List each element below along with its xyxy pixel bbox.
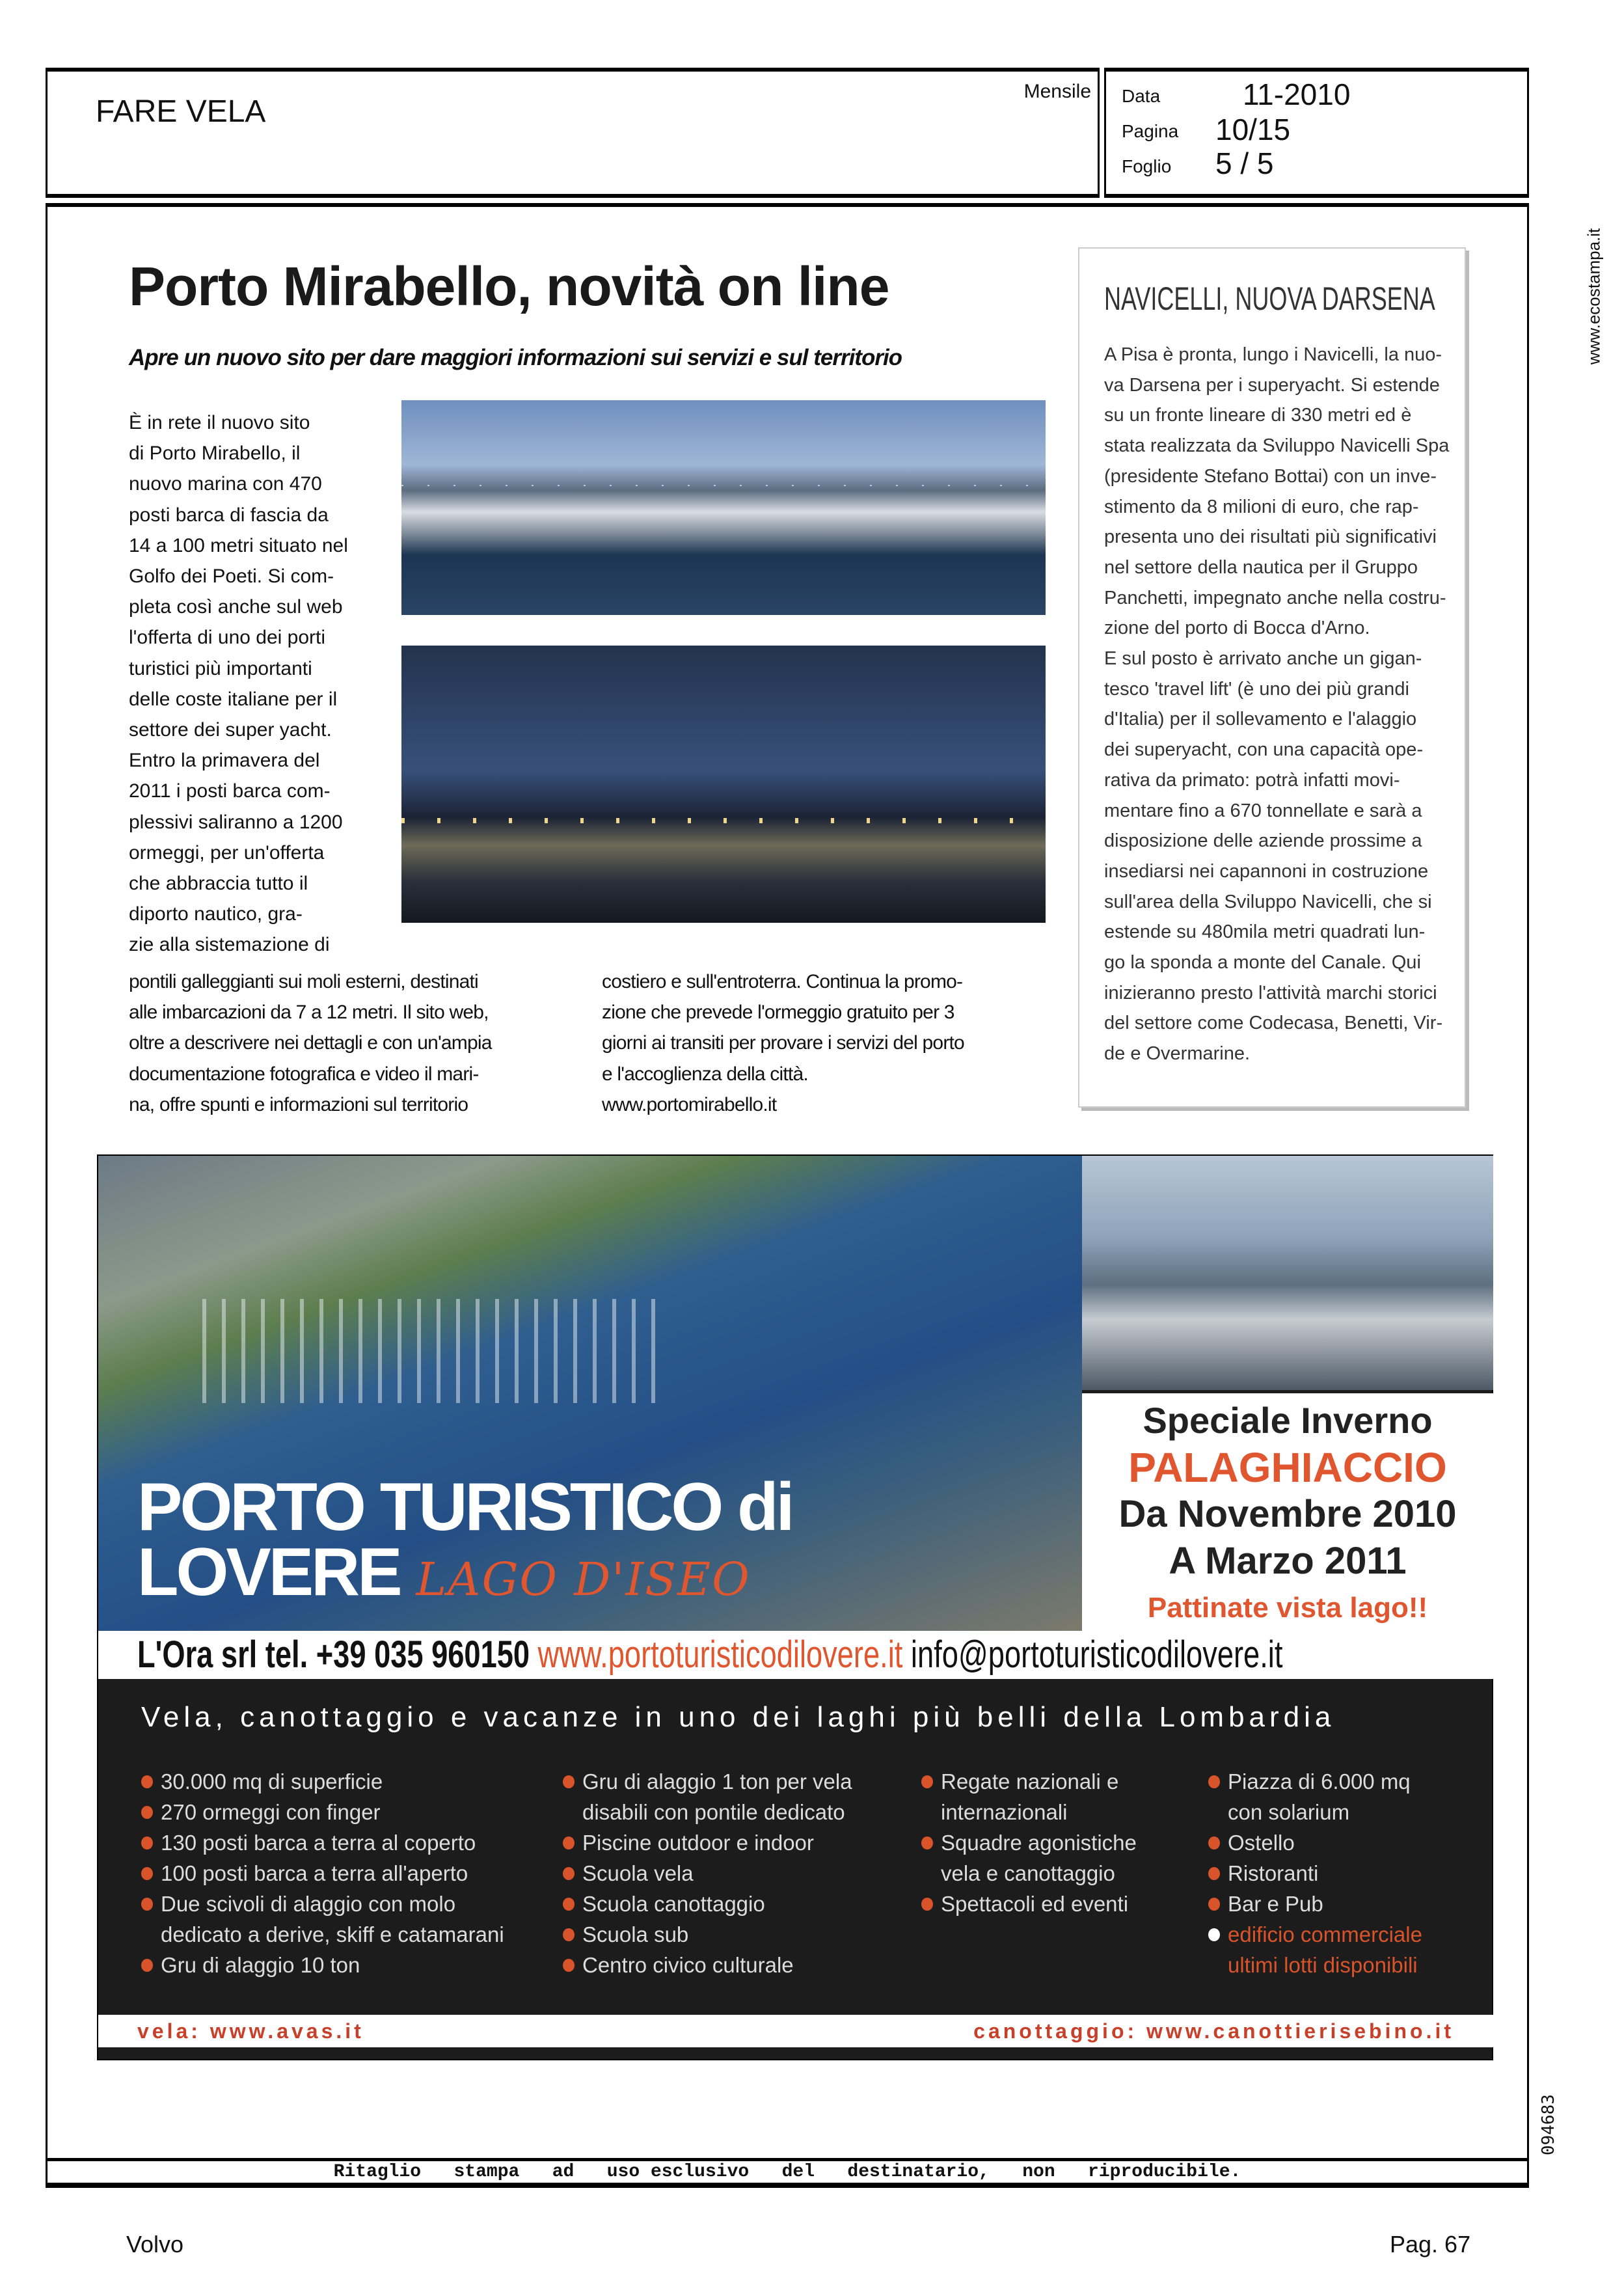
frequency: Mensile xyxy=(1023,81,1091,102)
article-text-line: pleta così anche sul web xyxy=(129,596,343,618)
sidebar-title xyxy=(1104,280,1564,318)
features-column-4 xyxy=(1208,1766,1422,1980)
feature-item: 270 ormeggi con finger xyxy=(141,1797,504,1827)
feature-item: Piazza di 6.000 mq xyxy=(1208,1766,1422,1797)
feature-item-continued: con solarium xyxy=(1228,1800,1350,1824)
article-text-line: l'offerta di uno dei porti xyxy=(129,627,326,649)
sidebar-text-line: disposizione delle aziende prossime a xyxy=(1104,830,1422,852)
article-bottom-right xyxy=(602,966,964,1120)
article-text-line: documentazione fotografica e video il mari- xyxy=(129,1063,479,1085)
marina-photo-day xyxy=(401,400,1046,615)
feature-item-continued: vela e canottaggio xyxy=(941,1861,1115,1885)
foglio-label: Foglio xyxy=(1122,156,1172,176)
ad-tagline: Vela, canottaggio e vacanze in uno dei laghi più belli della Lombardia xyxy=(141,1701,1336,1733)
features-column-1 xyxy=(141,1766,504,1980)
article-text-line: È in rete il nuovo sito xyxy=(129,412,310,433)
foglio-value: 5 / 5 xyxy=(1215,146,1274,180)
sidebar-text-line: stimento da 8 milioni di euro, che rap- xyxy=(1104,496,1419,517)
ad-lake: LAGO D'ISEO xyxy=(416,1553,751,1606)
pagina-value: 10/15 xyxy=(1215,113,1291,146)
article-text-line: 2011 i posti barca com- xyxy=(129,780,331,802)
article-text-line: zie alla sistemazione di xyxy=(129,934,330,956)
contact-strip xyxy=(98,1631,1493,1679)
promo-line1: Speciale Inverno xyxy=(1143,1400,1433,1441)
sidebar-text-line: A Pisa è pronta, lungo i Navicelli, la nuo- xyxy=(1104,344,1442,365)
sidebar-text-line: dei superyacht, con una capacità ope- xyxy=(1104,739,1424,761)
client-name: Volvo xyxy=(126,2231,184,2258)
article-text-line: ormeggi, per un'offerta xyxy=(129,841,325,864)
sidebar-title-text: NAVICELLI, NUOVA DARSENA xyxy=(1104,280,1435,317)
footer-divider xyxy=(46,2158,1529,2161)
feature-item: Gru di alaggio 10 ton xyxy=(141,1950,504,1980)
article-text-line: settore dei super yacht. xyxy=(129,719,332,741)
article-title: Porto Mirabello, novità on line xyxy=(129,256,889,317)
side-code: 094683 xyxy=(1539,2094,1558,2155)
feature-item-continued: dedicato a derive, skiff e catamarani xyxy=(161,1922,504,1946)
data-value: 11-2010 xyxy=(1243,77,1351,111)
feature-item: Scuola canottaggio xyxy=(563,1889,852,1919)
feature-item-continued: internazionali xyxy=(941,1800,1068,1824)
page-number: Pag. 67 xyxy=(1390,2231,1471,2258)
feature-item-continued: ultimi lotti disponibili xyxy=(1228,1953,1418,1977)
feature-item: Piscine outdoor e indoor xyxy=(563,1827,852,1858)
feature-item: Gru di alaggio 1 ton per vela xyxy=(563,1766,852,1797)
article-text-line: costiero e sull'entroterra. Continua la promo- xyxy=(602,971,963,992)
sidebar-text-line: estende su 480mila metri quadrati lun- xyxy=(1104,921,1426,943)
sidebar-text-line: insediarsi nei capannoni in costruzione xyxy=(1104,860,1429,882)
sidebar-text-line: del settore come Codecasa, Benetti, Vir- xyxy=(1104,1013,1443,1034)
sidebar-text-line: Panchetti, impegnato anche nella costru- xyxy=(1104,587,1446,608)
ad-name xyxy=(137,1469,792,1612)
feature-item: Ristoranti xyxy=(1208,1858,1422,1889)
article-text-line: diporto nautico, gra- xyxy=(129,903,303,925)
article-text-line: pontili galleggianti sui moli esterni, destinati xyxy=(129,971,478,992)
article-text-line: posti barca di fascia da xyxy=(129,504,329,526)
contact-email-link[interactable]: info@portoturisticodilovere.it xyxy=(910,1633,1283,1676)
article-text-line: Golfo dei Poeti. Si com- xyxy=(129,566,334,588)
sidebar-text-line: (presidente Stefano Bottai) con un inve- xyxy=(1104,465,1437,487)
sidebar-text xyxy=(1104,340,1449,1069)
article-text-line: delle coste italiane per il xyxy=(129,688,338,710)
article-text-line: Entro la primavera del xyxy=(129,750,320,772)
promo-line2: PALAGHIACCIO xyxy=(1128,1444,1447,1491)
ad-name-line2: LOVERE xyxy=(137,1535,400,1610)
sidebar-text-line: d'Italia) per il sollevamento e l'alaggio xyxy=(1104,709,1417,730)
sidebar-text-line: sull'area della Sviluppo Navicelli, che si xyxy=(1104,891,1432,912)
sidebar-text-line: tesco 'travel lift' (è uno dei più grandi xyxy=(1104,678,1409,700)
sidebar-box xyxy=(1078,247,1466,1108)
side-website: www.ecostampa.it xyxy=(1584,228,1604,365)
advertisement xyxy=(97,1154,1493,2060)
article-text-line: di Porto Mirabello, il xyxy=(129,443,301,465)
features-column-3 xyxy=(921,1766,1137,1919)
vela-url-link[interactable]: vela: www.avas.it xyxy=(137,2019,364,2043)
canottaggio-url-link[interactable]: canottaggio: www.canottierisebino.it xyxy=(973,2019,1454,2043)
pier-photo xyxy=(1082,1156,1493,1390)
article-text-line: plessivi saliranno a 1200 xyxy=(129,811,343,833)
feature-item: Centro civico culturale xyxy=(563,1950,852,1980)
data-label: Data xyxy=(1122,86,1161,106)
marina-photo-night xyxy=(401,646,1046,923)
palaghiaccio-promo xyxy=(1082,1393,1493,1631)
feature-item: Scuola vela xyxy=(563,1858,852,1889)
feature-item: edificio commerciale xyxy=(1208,1919,1422,1950)
promo-line4: A Marzo 2011 xyxy=(1169,1540,1407,1582)
contact-website-link[interactable]: www.portoturisticodilovere.it xyxy=(537,1633,903,1676)
feature-item: Scuola sub xyxy=(563,1919,852,1950)
sidebar-text-line: su un fronte lineare di 330 metri ed è xyxy=(1104,405,1412,426)
feature-item: Ostello xyxy=(1208,1827,1422,1858)
features-column-2 xyxy=(563,1766,852,1980)
sidebar-text-line: zione del porto di Bocca d'Arno. xyxy=(1104,618,1370,639)
promo-line5: Pattinate vista lago!! xyxy=(1147,1592,1428,1624)
feature-item: Spettacoli ed eventi xyxy=(921,1889,1137,1919)
sidebar-text-line: E sul posto è arrivato anche un gigan- xyxy=(1104,648,1422,670)
article-text-line: 14 a 100 metri situato nel xyxy=(129,534,348,556)
sidebar-text-line: rativa da primato: potrà infatti movi- xyxy=(1104,769,1400,791)
article-text-line: giorni ai transiti per provare i servizi del porto xyxy=(602,1032,964,1054)
sidebar-text-line: stata realizzata da Sviluppo Navicelli Spa xyxy=(1104,435,1450,457)
sidebar-text-line: inizieranno presto l'attività marchi storici xyxy=(1104,982,1437,1003)
article-text-line: turistici più importanti xyxy=(129,657,312,679)
feature-item: 30.000 mq di superficie xyxy=(141,1766,504,1797)
feature-item: Regate nazionali e xyxy=(921,1766,1137,1797)
article-text-line: www.portomirabello.it xyxy=(602,1093,777,1115)
feature-item: 100 posti barca a terra all'aperto xyxy=(141,1858,504,1889)
article-text-line: e l'accoglienza della città. xyxy=(602,1063,808,1085)
feature-item: Due scivoli di alaggio con molo xyxy=(141,1889,504,1919)
publication-name: FARE VELA xyxy=(96,94,266,129)
feature-item: Squadre agonistiche xyxy=(921,1827,1137,1858)
article-text-line: che abbraccia tutto il xyxy=(129,873,308,895)
feature-item-continued: disabili con pontile dedicato xyxy=(582,1800,845,1824)
article-text-line: oltre a descrivere nei dettagli e con un'ampia xyxy=(129,1032,492,1054)
contact-phone: L'Ora srl tel. +39 035 960150 xyxy=(137,1633,530,1676)
header-left-box xyxy=(46,68,1100,198)
sidebar-text-line: nel settore della nautica per il Gruppo xyxy=(1104,556,1418,578)
promo-line3: Da Novembre 2010 xyxy=(1118,1493,1457,1535)
sidebar-text-line: presenta uno dei risultati più significativi xyxy=(1104,526,1437,548)
sidebar-text-line: de e Overmarine. xyxy=(1104,1043,1251,1065)
urls-strip xyxy=(98,2015,1493,2047)
article-text-line: nuovo marina con 470 xyxy=(129,473,322,495)
article-bottom-left xyxy=(129,966,492,1120)
article-text-line: alle imbarcazioni da 7 a 12 metri. Il sito web, xyxy=(129,1002,489,1024)
feature-item: Bar e Pub xyxy=(1208,1889,1422,1919)
ad-name-line1: PORTO TURISTICO di xyxy=(137,1469,792,1545)
aerial-lake-photo xyxy=(98,1156,1082,1631)
sidebar-text-line: va Darsena per i superyacht. Si estende xyxy=(1104,374,1440,396)
feature-item: 130 posti barca a terra al coperto xyxy=(141,1827,504,1858)
pagina-label: Pagina xyxy=(1122,121,1179,141)
article-left-column xyxy=(129,407,348,961)
sidebar-text-line: go la sponda a monte del Canale. Qui xyxy=(1104,952,1421,974)
disclaimer: Ritaglio stampa ad uso esclusivo del destinatario, non riproducibile. xyxy=(333,2162,1241,2182)
header-right-box xyxy=(1104,68,1529,198)
article-text-line: na, offre spunti e informazioni sul territorio xyxy=(129,1093,468,1115)
article-text-line: zione che prevede l'ormeggio gratuito per 3 xyxy=(602,1002,954,1024)
article-subtitle: Apre un nuovo sito per dare maggiori informazioni sui servizi e sul territorio xyxy=(129,345,902,370)
sidebar-text-line: mentare fino a 670 tonnellate e sarà a xyxy=(1104,800,1422,821)
